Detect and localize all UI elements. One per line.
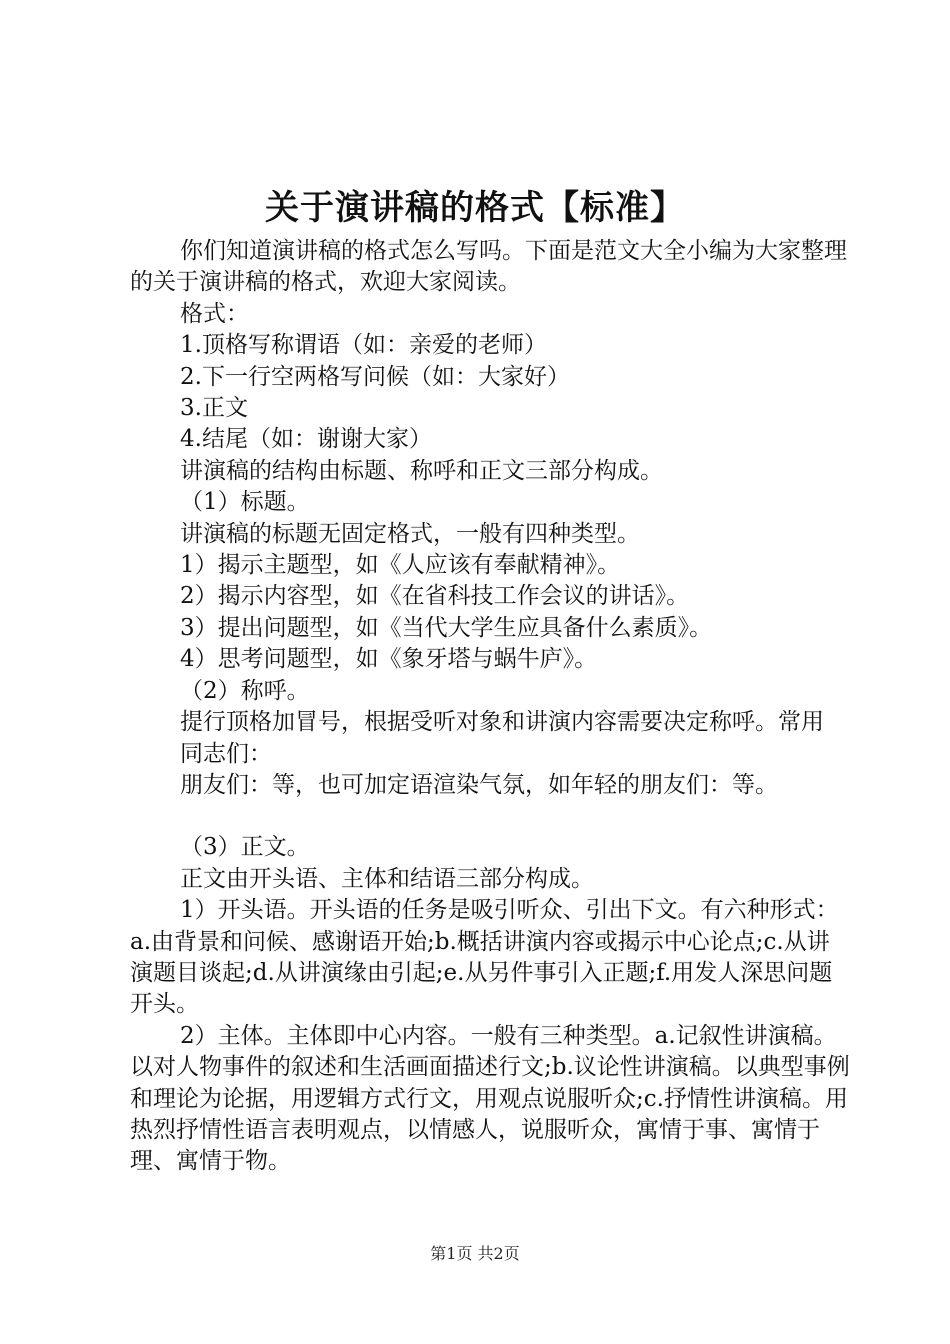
title-type-1: 1）揭示主题型，如《人应该有奉献精神》。 [180,552,621,579]
section-heading-address: （2）称呼。 [180,677,310,704]
paragraph-opening: 1）开头语。开头语的任务是吸引听众、引出下文。有六种形式：a.由背景和问候、感谢语开始;b.概括讲演内容或揭示中心论点;c.从讲演题目谈起;d.从讲演缘由引起;e.从另件事引入正题;f.用发人深思问题开头。 [130,897,839,1018]
section-heading-body: （3）正文。 [180,834,310,861]
format-item-2: 2.下一行空两格写问候（如：大家好） [180,363,570,390]
paragraph-address-rule: 提行顶格加冒号，根据受听对象和讲演内容需要决定称呼。常用 [180,709,824,736]
title-type-4: 4）思考问题型，如《象牙塔与蜗牛庐》。 [180,646,598,673]
paragraph-format-heading: 格式： [180,300,249,327]
address-example-1: 同志们： [180,740,272,767]
format-item-3: 3.正文 [180,395,248,422]
document-title: 关于演讲稿的格式【标准】 [265,188,685,228]
paragraph-intro: 你们知道演讲稿的格式怎么写吗。下面是范文大全小编为大家整理的关于演讲稿的格式，欢迎大家阅读。 [130,238,847,296]
title-type-3: 3）提出问题型，如《当代大学生应具备什么素质》。 [180,614,713,641]
blank-line [130,801,850,832]
paragraph-body-parts: 正文由开头语、主体和结语三部分构成。 [180,865,594,892]
section-heading-title: （1）标题。 [180,489,310,516]
title-type-2: 2）揭示内容型，如《在省科技工作会议的讲话》。 [180,583,690,610]
format-item-4: 4.结尾（如：谢谢大家） [180,426,432,453]
document-body [130,236,850,1178]
address-example-2: 朋友们：等，也可加定语渲染气氛，如年轻的朋友们：等。 [180,771,778,798]
paragraph-title-types: 讲演稿的标题无固定格式，一般有四种类型。 [180,520,640,547]
format-item-1: 1.顶格写称谓语（如：亲爱的老师） [180,332,547,359]
paragraph-main-body: 2）主体。主体即中心内容。一般有三种类型。a.记叙性讲演稿。以对人物事件的叙述和生活画面描述行文;b.议论性讲演稿。以典型事例和理论为论据，用逻辑方式行文，用观点说服听众;c.抒情性讲演稿。用热烈抒情性语言表明观点，以情感人，说服听众，寓情于事、寓情于理、寓情于物。 [130,1022,850,1175]
paragraph-structure: 讲演稿的结构由标题、称呼和正文三部分构成。 [180,457,663,484]
page-number-footer: 第1页 共2页 [430,1244,520,1263]
